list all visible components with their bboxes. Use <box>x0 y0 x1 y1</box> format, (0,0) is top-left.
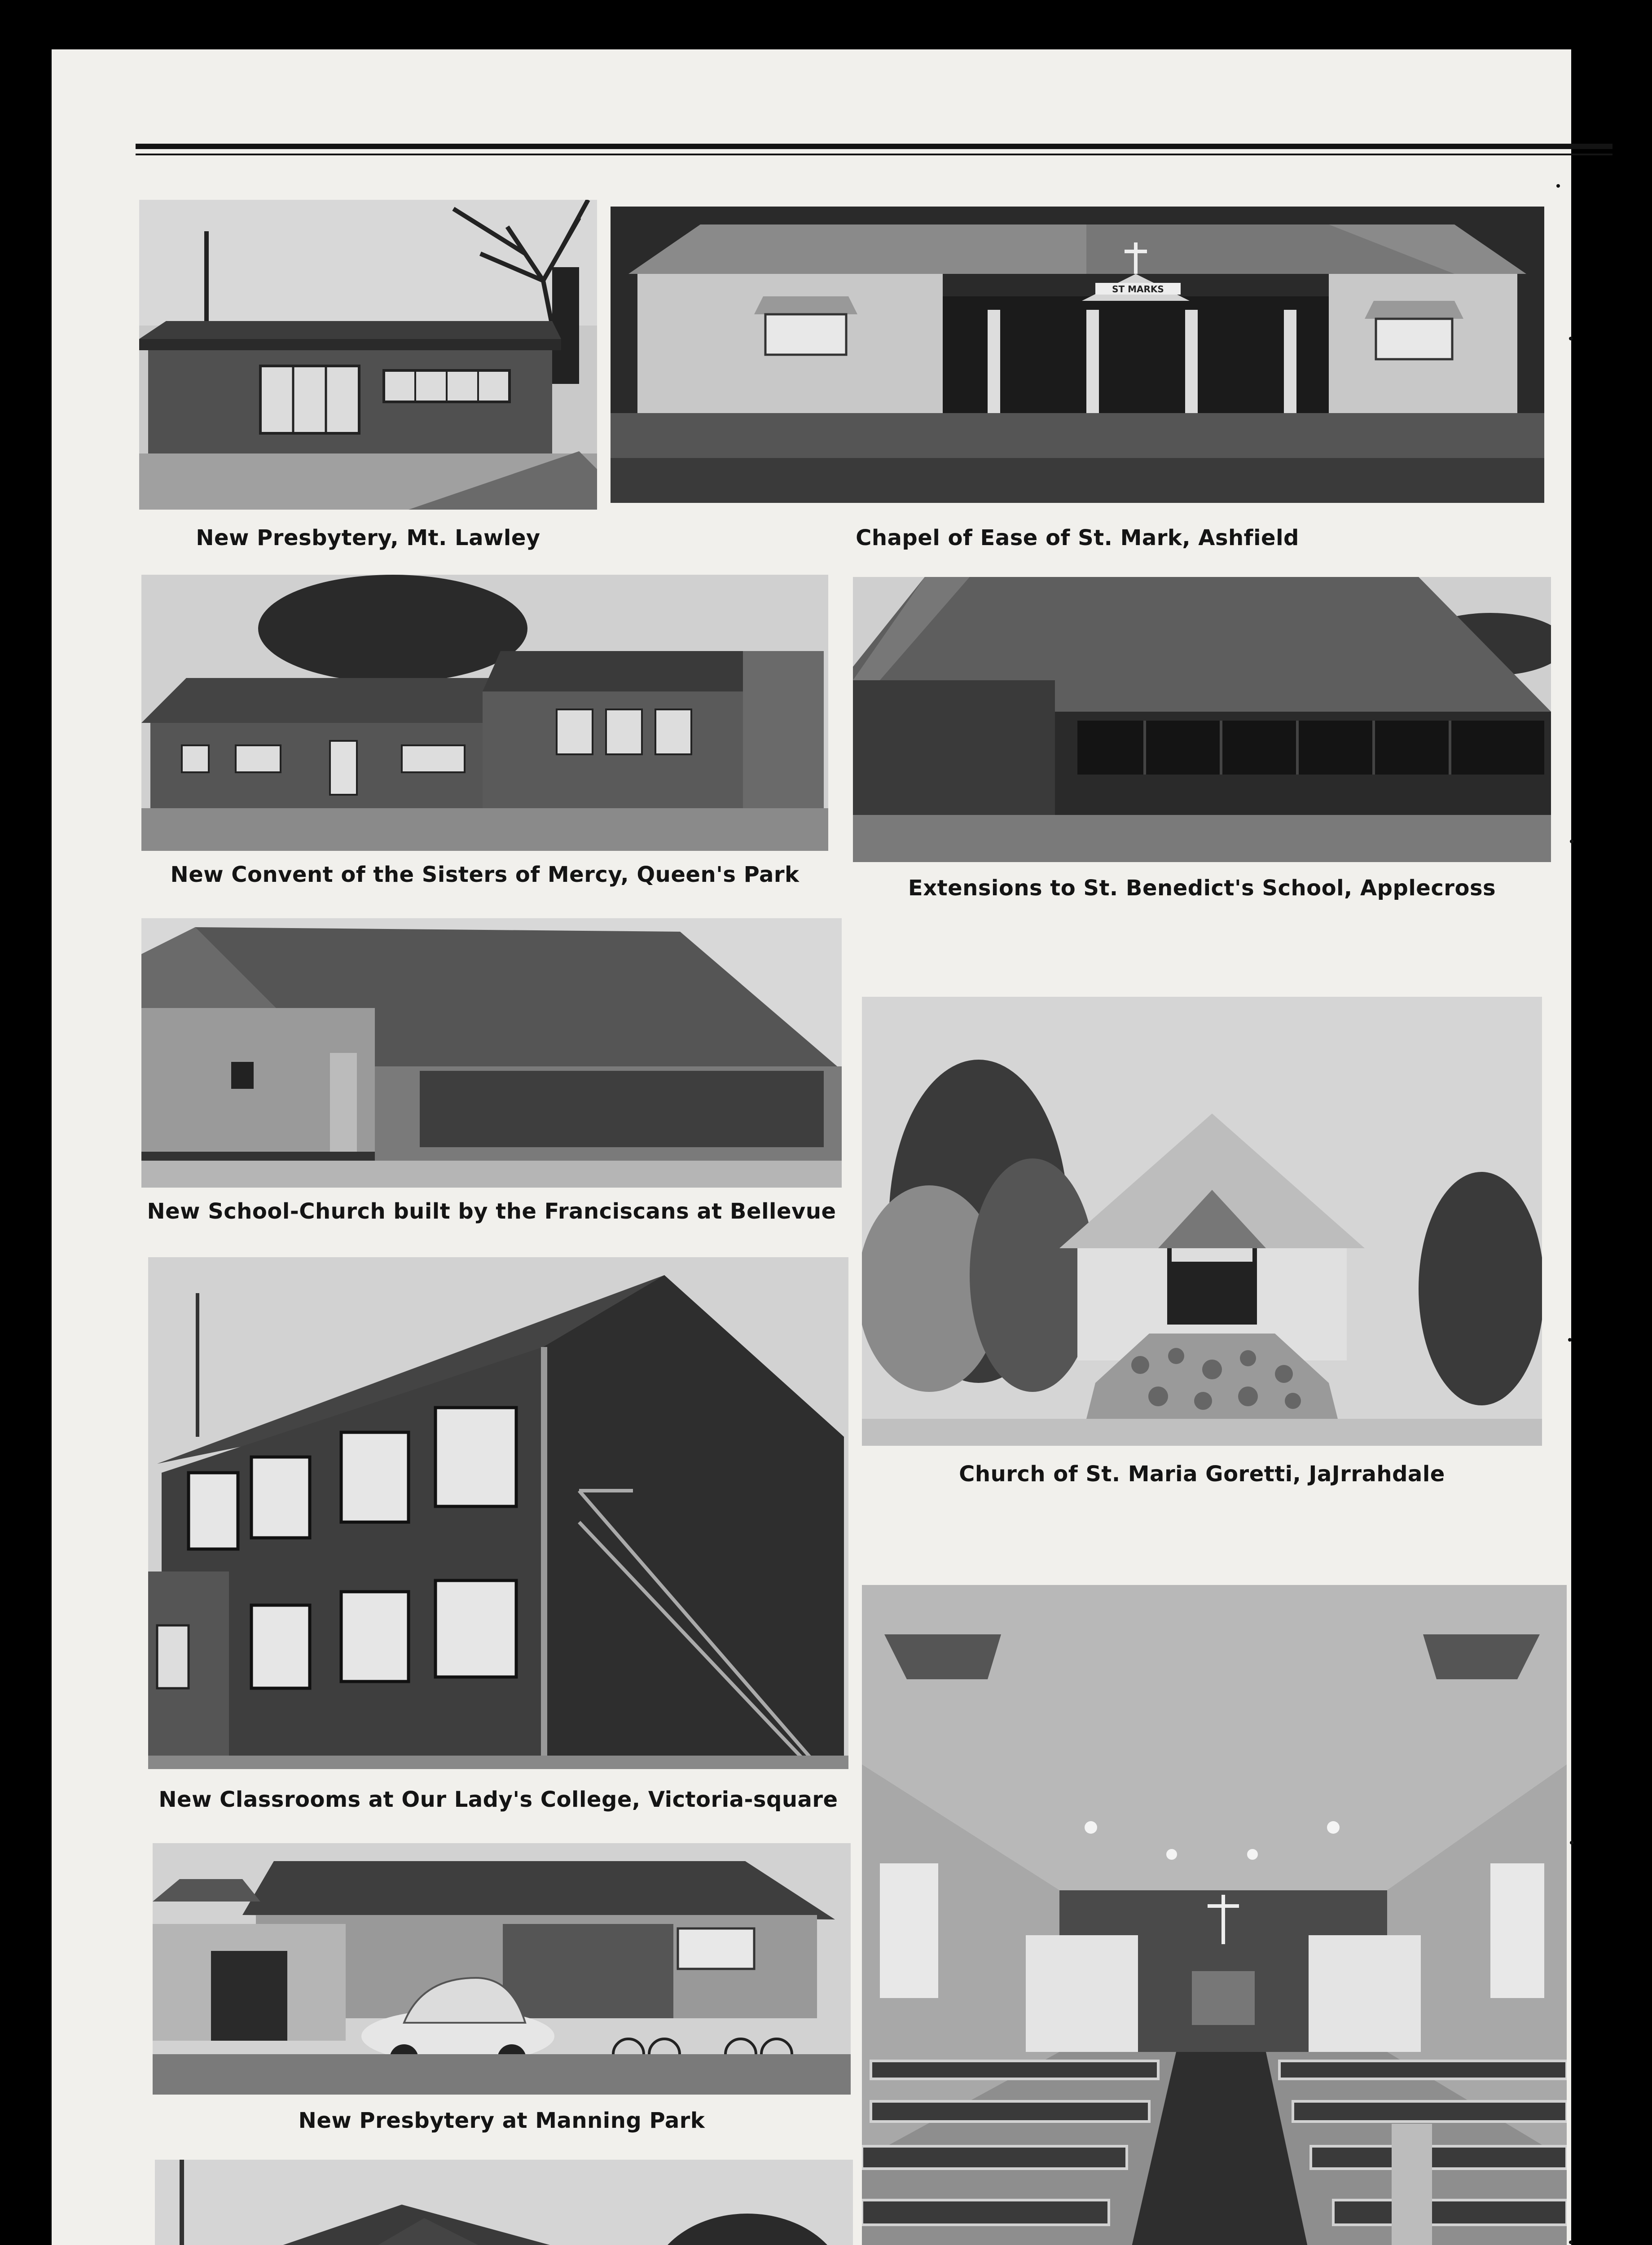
edge-speck <box>1556 184 1560 188</box>
st-marks-sign: ST MARKS <box>1112 284 1164 295</box>
top-rule-thin <box>136 154 1612 155</box>
photo-convent-sisters-of-mercy <box>141 575 828 851</box>
caption-presbytery-mt-lawley: New Presbytery, Mt. Lawley <box>196 525 540 550</box>
photo-st-benedicts-school <box>853 577 1551 862</box>
photo-presbytery-mt-lawley <box>139 200 597 510</box>
caption-convent-sisters-of-mercy: New Convent of the Sisters of Mercy, Queen's Park <box>170 862 800 887</box>
edge-speck <box>1569 2241 1573 2244</box>
edge-speck <box>1570 840 1573 843</box>
photo-st-ignatius-chapel-interior <box>862 1585 1567 2245</box>
caption-school-church-bellevue: New School-Church built by the Franciscans at Bellevue <box>147 1199 836 1224</box>
edge-speck <box>1570 1841 1573 1844</box>
caption-classrooms-our-ladys-college: New Classrooms at Our Lady's College, Victoria-square <box>158 1787 838 1812</box>
top-rule-thick <box>136 144 1612 149</box>
photo-classrooms-our-ladys-college <box>148 1257 848 1769</box>
photo-school-church-bellevue <box>141 918 842 1188</box>
edge-speck <box>1568 1338 1572 1342</box>
caption-chapel-st-mark: Chapel of Ease of St. Mark, Ashfield <box>856 525 1299 550</box>
caption-presbytery-manning-park: New Presbytery at Manning Park <box>298 2108 705 2133</box>
photo-church-st-maria-goretti <box>862 997 1542 1446</box>
caption-church-st-maria-goretti: Church of St. Maria Goretti, JaJrrahdale <box>959 1461 1445 1487</box>
edge-speck <box>1569 337 1573 340</box>
photo-school-st-pius-x <box>155 2160 853 2245</box>
caption-st-benedicts-school: Extensions to St. Benedict's School, Applecross <box>908 876 1496 901</box>
photo-chapel-st-mark <box>611 207 1544 503</box>
newspaper-page <box>52 49 1571 2245</box>
photo-presbytery-manning-park <box>153 1843 851 2095</box>
